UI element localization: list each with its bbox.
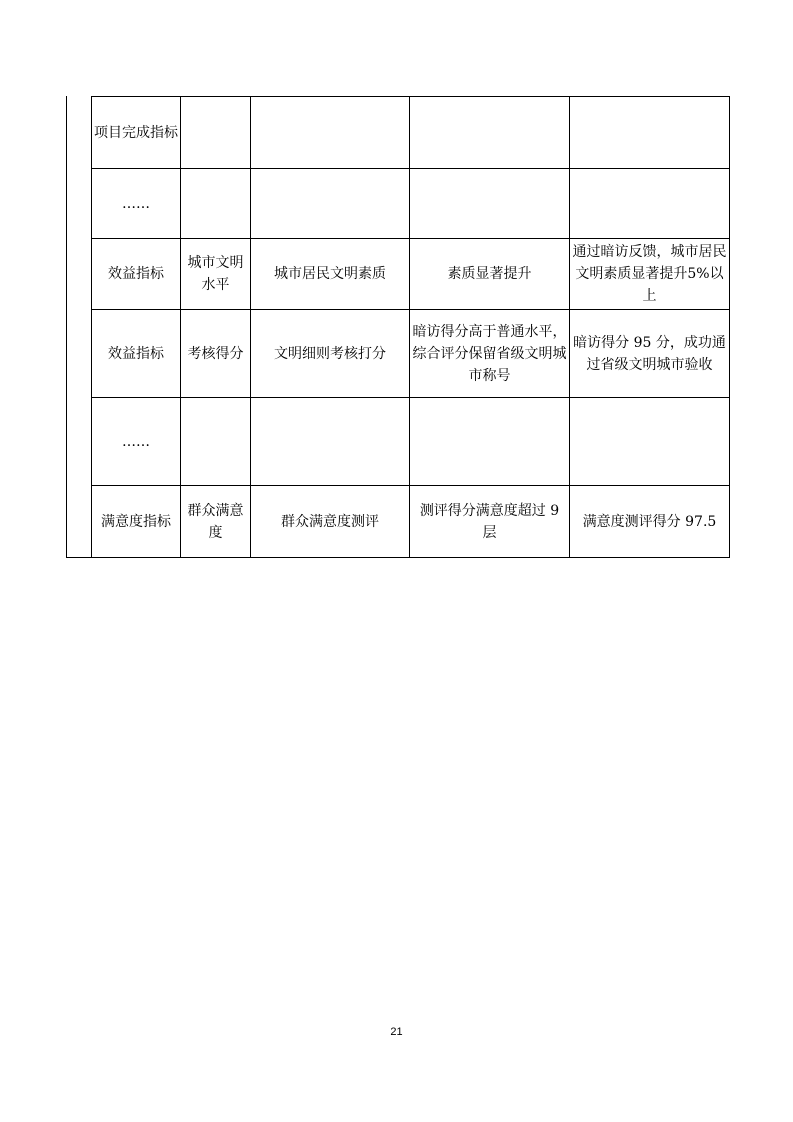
table-cell-completion	[570, 398, 730, 486]
table-cell-indicator-level3: 考核得分	[181, 310, 251, 398]
table-cell-indicator-level2: 效益指标	[92, 310, 181, 398]
table-cell-content: 城市居民文明素质	[251, 239, 410, 310]
table-cell-target: 素质显著提升	[410, 239, 570, 310]
indicator-table	[91, 96, 730, 558]
table-cell-indicator-level2: ……	[92, 398, 181, 486]
table-row	[92, 486, 730, 558]
table-cell-completion: 暗访得分 95 分，成功通过省级文明城市验收	[570, 310, 730, 398]
table-cell-completion: 满意度测评得分 97.5	[570, 486, 730, 558]
table-cell-indicator-level3	[181, 169, 251, 239]
table-cell-indicator-level3	[181, 398, 251, 486]
table-cell-indicator-level2: ……	[92, 169, 181, 239]
table-cell-completion	[570, 169, 730, 239]
table-row	[92, 310, 730, 398]
table-cell-indicator-level3: 群众满意度	[181, 486, 251, 558]
table-cell-content: 群众满意度测评	[251, 486, 410, 558]
table-cell-content	[251, 97, 410, 169]
table-row	[92, 97, 730, 169]
table-cell-indicator-level2: 满意度指标	[92, 486, 181, 558]
table-cell-content: 文明细则考核打分	[251, 310, 410, 398]
table-cell-content	[251, 169, 410, 239]
table-row	[92, 169, 730, 239]
page-number: 21	[390, 1026, 403, 1038]
table-cell-target	[410, 97, 570, 169]
table-outer-border-left	[66, 96, 67, 558]
table-row	[92, 398, 730, 486]
table-cell-target: 暗访得分高于普通水平，综合评分保留省级文明城市称号	[410, 310, 570, 398]
table-outer-border-bottom	[66, 557, 91, 558]
table-cell-target	[410, 169, 570, 239]
table-cell-completion: 通过暗访反馈，城市居民文明素质显著提升5%以上	[570, 239, 730, 310]
table-cell-target: 测评得分满意度超过 9 层	[410, 486, 570, 558]
table-cell-indicator-level3	[181, 97, 251, 169]
table-cell-completion	[570, 97, 730, 169]
table-cell-indicator-level2: 效益指标	[92, 239, 181, 310]
table-cell-indicator-level2: 项目完成指标	[92, 97, 181, 169]
table-cell-content	[251, 398, 410, 486]
table-cell-target	[410, 398, 570, 486]
table-cell-indicator-level3: 城市文明水平	[181, 239, 251, 310]
table-row	[92, 239, 730, 310]
